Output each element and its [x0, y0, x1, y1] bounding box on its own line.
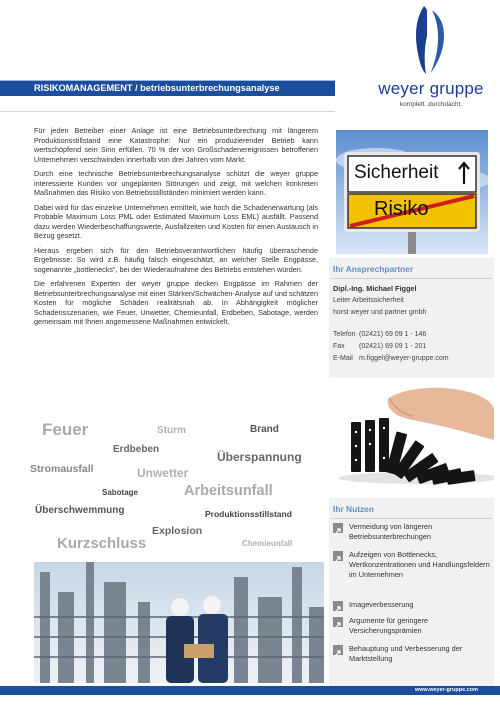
sign-top-text: Sicherheit — [354, 162, 439, 183]
cloud-word: Unwetter — [137, 466, 189, 480]
paragraph: Dabei wird für das einzelne Unternehmen ermittelt, wie hoch die Schadenerwartung (als Probable Maximum Loss PML oder Estimated Maximum Loss EML) ausfällt. Passend dazu werden Wiederbeschaffungswerte, Ausfallzeiten und Kosten für einen Austausch in Bezug gesetzt. — [34, 202, 319, 240]
article-body — [34, 126, 318, 332]
arrow-icon — [333, 551, 343, 561]
benefit-text: Vermeidung von längeren Betriebsunterbrechungen — [349, 522, 433, 542]
cloud-word: Kurzschluss — [57, 535, 147, 552]
cloud-word: Sabotage — [102, 488, 139, 497]
cloud-word: Feuer — [42, 420, 89, 439]
logo-mark-icon — [386, 4, 476, 76]
refinery-photo — [34, 562, 324, 683]
benefit-text: Aufzeigen von Bottlenecks, Wertkonzentrationen und Handlungsfeldern im Unternehmen — [349, 550, 490, 580]
benefit-item — [333, 600, 491, 612]
brand-tagline: komplett. durchdacht. — [399, 101, 463, 108]
fax-number: (02421) 69 09 1 - 201 — [359, 343, 427, 350]
cloud-word: Arbeitsunfall — [184, 483, 273, 499]
section-banner — [0, 80, 335, 96]
cloud-word: Überspannung — [217, 450, 302, 464]
arrow-icon — [333, 617, 343, 627]
cloud-word: Überschwemmung — [35, 505, 125, 516]
contact-heading: Ihr Ansprechpartner — [333, 264, 414, 274]
benefit-text: Argumente für geringere Versicherungsprämien — [349, 616, 429, 636]
cloud-word: Produktionsstillstand — [205, 509, 292, 519]
contact-phone-row — [333, 331, 426, 338]
brand-name: weyer gruppe — [378, 79, 484, 98]
benefit-item — [333, 644, 491, 666]
benefit-text: Imageverbesserung — [349, 600, 414, 609]
benefits-heading: Ihr Nutzen — [333, 504, 374, 514]
benefit-item — [333, 550, 491, 594]
benefit-item — [333, 522, 491, 544]
divider — [331, 518, 492, 519]
phone-number: (02421) 69 09 1 - 146 — [359, 331, 427, 338]
arrow-icon — [333, 601, 343, 611]
email-label: E-Mail — [333, 355, 353, 362]
cloud-word: Explosion — [152, 525, 203, 537]
contact-role: Leiter Arbeitssicherheit — [333, 297, 404, 304]
contact-fax-row — [333, 343, 426, 350]
arrow-icon — [333, 523, 343, 533]
cloud-word: Stromausfall — [30, 463, 94, 475]
sign-photo — [336, 130, 488, 254]
contact-panel — [329, 258, 494, 378]
divider — [0, 111, 335, 112]
contact-name: Dipl.-Ing. Michael Figgel — [333, 284, 417, 293]
domino-photo — [329, 380, 494, 495]
contact-company: horst weyer und partner gmbh — [333, 309, 427, 316]
paragraph: Für jeden Betreiber einer Anlage ist eine Betriebsunterbrechung mit längerem Produktionsstillstand eine Katastrophe: Nur ein produzierender Betrieb kann wertschöpfend sein Sinn erfüllen. 70 % der von Großschadenereignissen betroffenen Unternehmen verschwinden innerhalb von drei Jahren vom Markt. — [34, 126, 318, 164]
paragraph: Die erfahrenen Experten der weyer gruppe decken Engpässe im Rahmen der Betriebsunterbrechungsanalyse mit einer Stärken/Schwächen-Analyse auf und schätzen Kosten für mögliche Schäden realitätsnah ab. In Abhängigkeit möglicher Schadensszenarien, wie Feuer, Unwetter, Chemieunfall, Erdbeben, Sabotage, werden gemeinsam mit Ihnen angemessene Maßnahmen entwickelt. — [34, 279, 318, 326]
page-title: RISIKOMANAGEMENT / betriebsunterbrechungsanalyse — [34, 83, 280, 93]
cloud-word: Sturm — [157, 425, 186, 436]
benefit-item — [333, 616, 491, 638]
benefits-panel — [329, 498, 494, 686]
cloud-word: Chemieunfall — [242, 539, 293, 548]
divider — [331, 278, 492, 279]
benefit-text: Behauptung und Verbesserung der Marktstellung — [349, 644, 463, 664]
fax-label: Fax — [333, 343, 345, 350]
arrow-icon — [333, 645, 343, 655]
cloud-word: Brand — [250, 424, 279, 435]
phone-label: Telefon — [333, 331, 356, 338]
contact-email-row — [333, 355, 449, 362]
footer-bar — [0, 686, 500, 695]
risk-word-cloud — [30, 415, 330, 560]
paragraph: Durch eine technische Betriebsunterbrechungsanalyse schützt die weyer gruppe interessierte Kunden vor ungeplanten Störungen und zeigt, mit welchen konkreten Maßnahmen das Risiko von Betriebsstillständen minimiert werden kann. — [34, 169, 318, 197]
paragraph: Hieraus ergeben sich für den Betriebsverantwortlichen häufig überraschende Ergebnisse: So wird z.B. häufig falsch eingeschätzt, an welcher Stelle Engpässe, sogenannte „bottlenecks“, bei der Wiederaufnahme des Betriebs entstehen würden. — [34, 245, 318, 274]
cloud-word: Erdbeben — [113, 444, 160, 455]
email-link[interactable]: m.figgel@weyer-gruppe.com — [359, 355, 449, 362]
sign-bottom-text: Risiko — [374, 198, 429, 220]
footer-url[interactable]: www.weyer-gruppe.com — [414, 687, 478, 693]
